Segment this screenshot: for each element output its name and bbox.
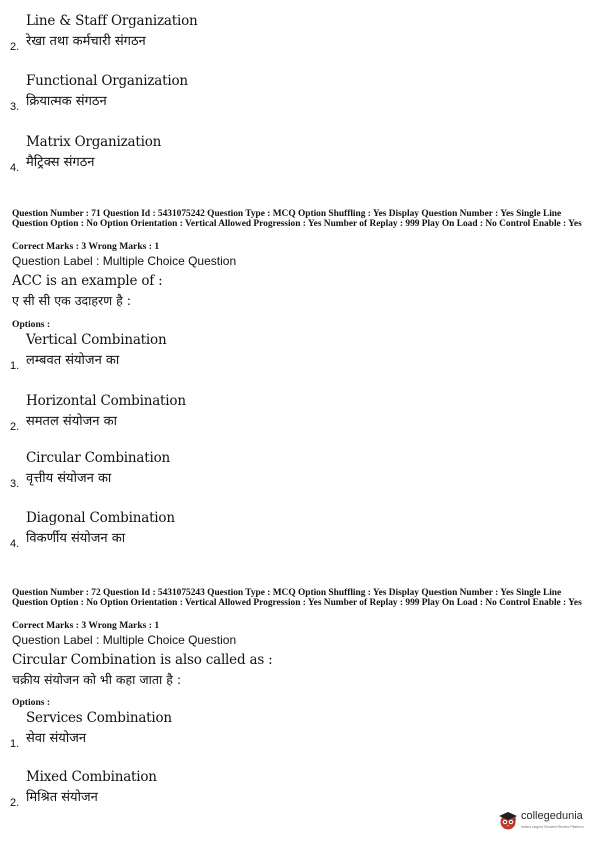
question-text-en-71: ACC is an example of : (12, 273, 163, 289)
question-marks-72: Correct Marks : 3 Wrong Marks : 1 (12, 620, 160, 631)
option-number: 3. (10, 101, 20, 113)
option-number: 4. (10, 538, 20, 550)
options-label-71: Options : (12, 319, 51, 330)
option-text-en: Mixed Combination (26, 769, 157, 785)
option-text-hi: मिश्रित संयोजन (26, 790, 98, 805)
question-text-hi-72: चक्रीय संयोजन को भी कहा जाता है : (12, 672, 182, 687)
question-meta-72: Question Number : 72 Question Id : 5431075243 Question Type : MCQ Option Shuffling : Yes Display Question Number : Yes Single Line Question Option : No Option Orientation : Vertical Allowed Progression : Yes Number of Replay : 999 Play On Load : No Control Enable : Yes (12, 588, 582, 608)
option-text-hi: वृत्तीय संयोजन का (26, 471, 112, 486)
option-number: 2. (10, 421, 20, 433)
option-number: 3. (10, 478, 20, 490)
question-marks-71: Correct Marks : 3 Wrong Marks : 1 (12, 241, 160, 252)
option-text-en: Services Combination (26, 710, 172, 726)
option-number: 1. (10, 738, 20, 750)
option-text-en: Circular Combination (26, 450, 170, 466)
logo-wordmark: collegedunia (521, 810, 583, 822)
option-text-hi: समतल संयोजन का (26, 414, 117, 429)
option-text-en: Horizontal Combination (26, 393, 186, 409)
logo-tagline: India's largest Student Review Platform (521, 825, 584, 829)
option-number: 4. (10, 162, 20, 174)
option-text-hi: रेखा तथा कर्मचारी संगठन (26, 34, 146, 49)
option-number: 2. (10, 41, 20, 53)
option-text-hi: लम्बवत संयोजन का (26, 353, 120, 368)
option-text-hi: सेवा संयोजन (26, 731, 87, 746)
question-label-72: Question Label : Multiple Choice Question (12, 633, 237, 647)
option-text-en: Matrix Organization (26, 134, 162, 150)
collegedunia-logo[interactable] (497, 806, 591, 836)
question-meta-71: Question Number : 71 Question Id : 5431075242 Question Type : MCQ Option Shuffling : Yes Display Question Number : Yes Single Line Question Option : No Option Orientation : Vertical Allowed Progression : Yes Number of Replay : 999 Play On Load : No Control Enable : Yes (12, 209, 582, 229)
options-label-72: Options : (12, 697, 51, 708)
question-text-en-72: Circular Combination is also called as : (12, 652, 273, 668)
option-text-en: Vertical Combination (26, 332, 167, 348)
graduate-owl-icon (497, 809, 519, 831)
question-text-hi-71: ए सी सी एक उदाहरण है : (12, 293, 132, 308)
option-number: 1. (10, 360, 20, 372)
option-number: 2. (10, 797, 20, 809)
option-text-hi: विकर्णीय संयोजन का (26, 531, 126, 546)
option-text-en: Line & Staff Organization (26, 13, 198, 29)
option-text-en: Diagonal Combination (26, 510, 175, 526)
option-text-en: Functional Organization (26, 73, 188, 89)
option-text-hi: मैट्रिक्स संगठन (26, 155, 95, 170)
option-text-hi: क्रियात्मक संगठन (26, 94, 107, 109)
question-label-71: Question Label : Multiple Choice Question (12, 254, 237, 268)
